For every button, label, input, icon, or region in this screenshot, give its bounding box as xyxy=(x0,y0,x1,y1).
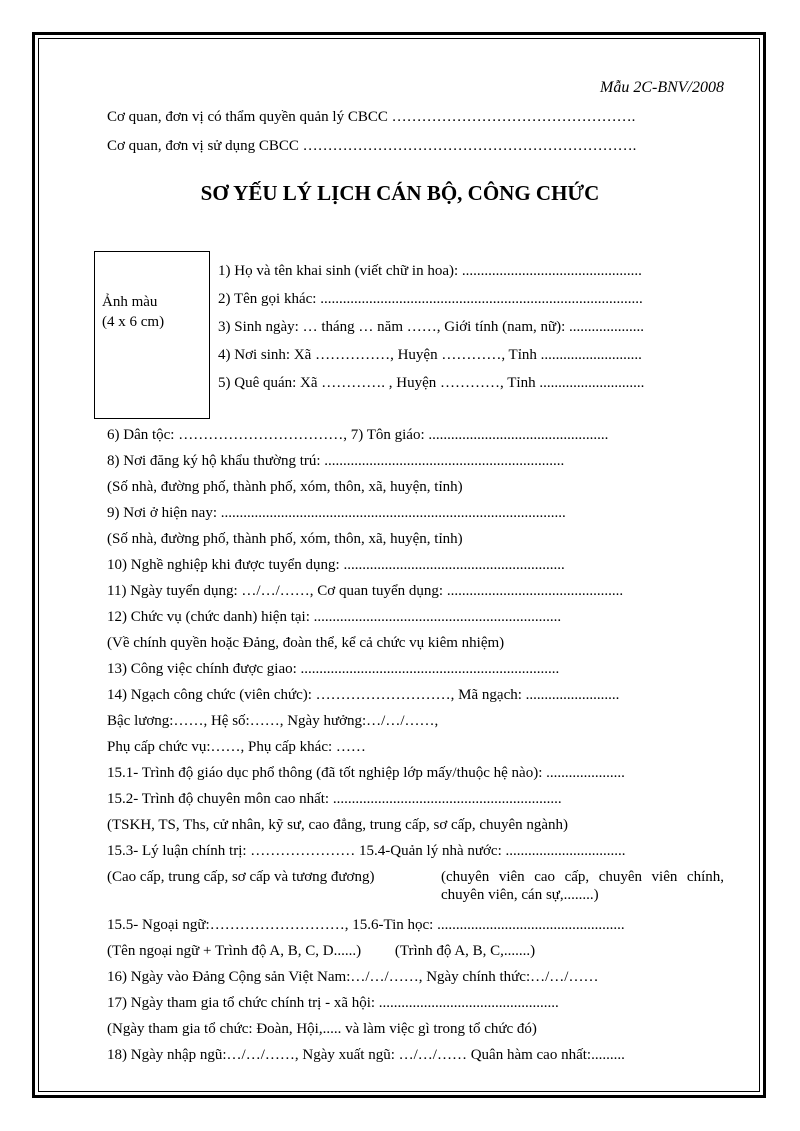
field-military-service: 18) Ngày nhập ngũ:…/…/……, Ngày xuất ngũ: …/…/…… Quân hàm cao nhất:......... xyxy=(107,1047,625,1063)
field-general-education: 15.1- Trình độ giáo dục phổ thông (đã tốt nghiệp lớp mấy/thuộc hệ nào): ..................... xyxy=(107,765,625,781)
field-socio-political-org: 17) Ngày tham gia tổ chức chính trị - xã hội: ................................................ xyxy=(107,995,559,1011)
field-hometown: 5) Quê quán: Xã …………. , Huyện …………, Tỉnh ............................ xyxy=(218,375,645,391)
note-address-format: (Số nhà, đường phố, thành phố, xóm, thôn, xã, huyện, tỉnh) xyxy=(107,479,463,495)
field-party-admission: 16) Ngày vào Đảng Cộng sản Việt Nam:…/…/……, Ngày chính thức:…/…/…… xyxy=(107,969,599,985)
field-salary-grade: Bậc lương:……, Hệ số:……, Ngày hưởng:…/…/……, xyxy=(107,713,439,729)
agency-managing-line: Cơ quan, đơn vị có thẩm quyền quản lý CBCC …………………………………………. xyxy=(107,109,636,125)
note-state-management-levels: (chuyên viên cao cấp, chuyên viên chính, chuyên viên, cán sự,........) xyxy=(441,869,724,903)
photo-size-label: (4 x 6 cm) xyxy=(102,314,165,330)
field-foreign-language-it: 15.5- Ngoại ngữ:………………………, 15.6-Tin học: .................................................. xyxy=(107,917,625,933)
field-professional-qualification: 15.2- Trình độ chuyên môn cao nhất: ............................................................. xyxy=(107,791,562,807)
note-organization-activity: (Ngày tham gia tổ chức: Đoàn, Hội,..... và làm việc gì trong tổ chức đó) xyxy=(107,1021,537,1037)
form-title: SƠ YẾU LÝ LỊCH CÁN BỘ, CÔNG CHỨC xyxy=(200,181,600,205)
note-political-theory-levels: (Cao cấp, trung cấp, sơ cấp và tương đương) xyxy=(107,869,375,885)
field-other-name: 2) Tên gọi khác: ...................................................................................... xyxy=(218,291,643,307)
field-current-position: 12) Chức vụ (chức danh) hiện tại: .................................................................. xyxy=(107,609,562,625)
field-allowances: Phụ cấp chức vụ:……, Phụ cấp khác: …… xyxy=(107,739,366,755)
note-qualification-levels: (TSKH, TS, Ths, cử nhân, kỹ sư, cao đẳng, trung cấp, sơ cấp, chuyên ngành) xyxy=(107,817,569,833)
field-ethnicity-religion: 6) Dân tộc: ……………………………, 7) Tôn giáo: ................................................ xyxy=(107,427,609,443)
field-birth-place: 4) Nơi sinh: Xã ……………, Huyện …………, Tỉnh ........................... xyxy=(218,347,642,363)
field-full-name: 1) Họ và tên khai sinh (viết chữ in hoa): ................................................ xyxy=(218,263,642,279)
form-code: Mẫu 2C-BNV/2008 xyxy=(600,79,724,96)
field-current-residence: 9) Nơi ở hiện nay: ............................................................................................ xyxy=(107,505,566,521)
field-occupation-recruited: 10) Nghề nghiệp khi được tuyển dụng: ........................................................... xyxy=(107,557,565,573)
photo-label: Ảnh màu xyxy=(102,294,158,310)
photo-box xyxy=(94,251,210,419)
field-birth-date-gender: 3) Sinh ngày: … tháng … năm ……, Giới tính (nam, nữ): .................... xyxy=(218,319,645,335)
note-address-format: (Số nhà, đường phố, thành phố, xóm, thôn, xã, huyện, tỉnh) xyxy=(107,531,463,547)
note-language-it-levels: (Tên ngoại ngữ + Trình độ A, B, C, D......) (Trình độ A, B, C,.......) xyxy=(107,943,536,959)
field-civil-servant-rank: 14) Ngạch công chức (viên chức): ………………………, Mã ngạch: ......................... xyxy=(107,687,620,703)
agency-using-line: Cơ quan, đơn vị sử dụng CBCC …………………………………………………………. xyxy=(107,138,637,154)
field-permanent-residence: 8) Nơi đăng ký hộ khẩu thường trú: ................................................................ xyxy=(107,453,565,469)
field-political-theory-state-management: 15.3- Lý luận chính trị: ………………… 15.4-Quản lý nhà nước: ................................ xyxy=(107,843,626,859)
note-position-scope: (Về chính quyền hoặc Đảng, đoàn thể, kể cả chức vụ kiêm nhiệm) xyxy=(107,635,505,651)
field-main-duties: 13) Công việc chính được giao: ..................................................................... xyxy=(107,661,560,677)
field-recruitment-date-agency: 11) Ngày tuyển dụng: …/…/……, Cơ quan tuyển dụng: ............................................... xyxy=(107,583,624,599)
